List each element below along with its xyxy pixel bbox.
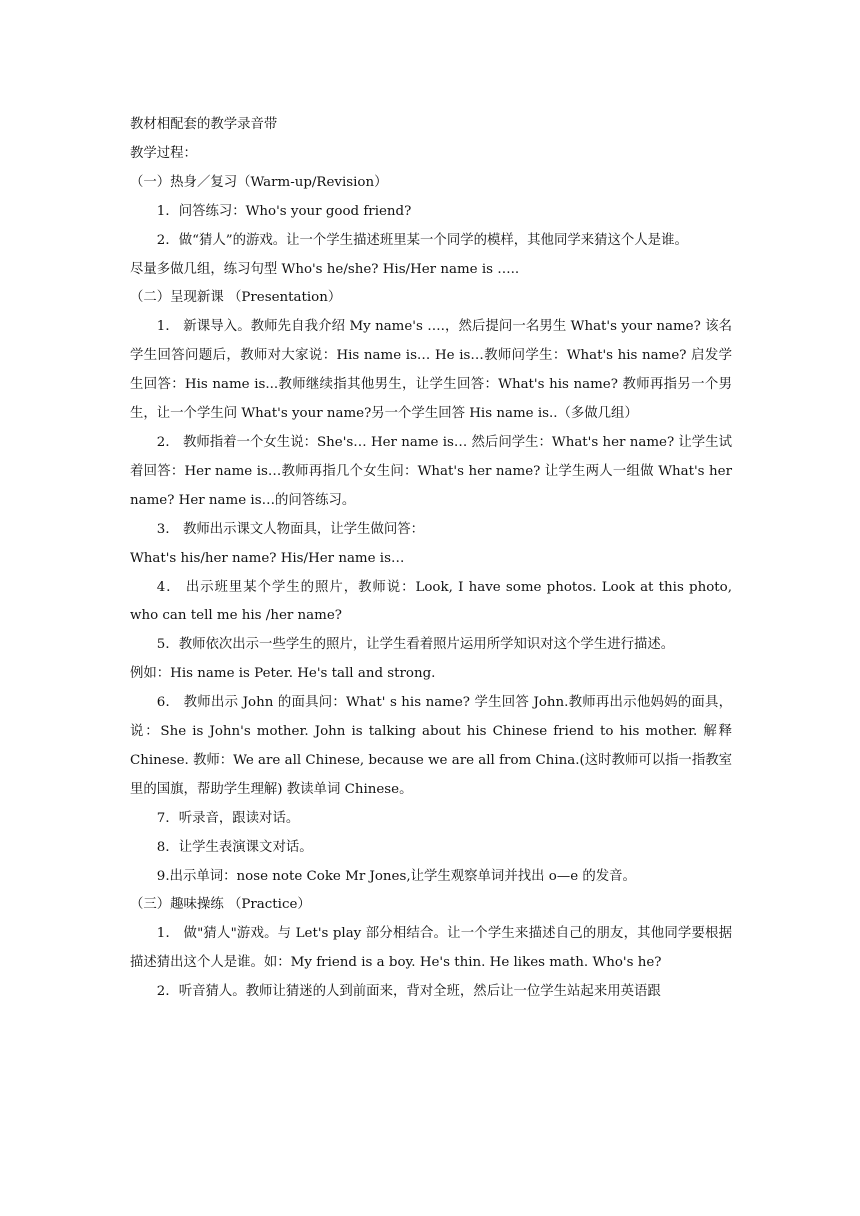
presentation-item-2: 2． 教师指着一个女生说：She's… Her name is… 然后问学生：What's her name? 让学生试着回答：Her name is…教师再指几个女生问：What's her name? 让学生两人一组做 What's her name? Her name is…的问答练习。 — [130, 434, 732, 508]
warmup-item-1: 1．问答练习：Who's your good friend? — [156, 203, 412, 219]
warmup-note: 尽量多做几组，练习句型 Who's he/she? His/Her name is ….. — [130, 261, 520, 277]
section-practice-title: （三）趣味操练 （Practice） — [130, 897, 311, 913]
practice-item-1: 1． 做"猜人"游戏。与 Let's play 部分相结合。让一个学生来描述自己的朋友，其他同学要根据描述猜出这个人是谁。如：My friend is a boy. He's thin. He likes math. Who's he? — [130, 926, 732, 971]
presentation-item-7: 7．听录音，跟读对话。 — [156, 810, 300, 826]
document-body — [130, 111, 732, 1007]
presentation-item-6: 6． 教师出示 John 的面具问：What' s his name? 学生回答 John.教师再出示他妈妈的面具，说：She is John's mother. John is talking about his Chinese friend to his mother. 解释 Chinese. 教师：We are all Chinese, because we are all from China.(这时教师可以指一指教室里的国旗，帮助学生理解) 教读单词 Chinese。 — [130, 695, 732, 797]
section-presentation-title: （二）呈现新课 （Presentation） — [130, 290, 342, 306]
practice-item-2: 2．听音猜人。教师让猜迷的人到前面来，背对全班，然后让一位学生站起来用英语跟 — [156, 984, 661, 1000]
presentation-item-9: 9.出示单词：nose note Coke Mr Jones,让学生观察单词并找出 o—e 的发音。 — [156, 868, 636, 884]
presentation-item-3: 3． 教师出示课文人物面具，让学生做问答： — [156, 521, 424, 537]
presentation-item-5-example: 例如：His name is Peter. He's tall and strong. — [130, 666, 436, 682]
presentation-item-4: 4． 出示班里某个学生的照片，教师说：Look, I have some photos. Look at this photo, who can tell me his /her name? — [130, 579, 732, 624]
process-title: 教学过程： — [130, 145, 197, 161]
presentation-item-5: 5．教师依次出示一些学生的照片，让学生看着照片运用所学知识对这个学生进行描述。 — [156, 637, 675, 653]
warmup-item-2: 2．做“猜人”的游戏。让一个学生描述班里某一个同学的模样，其他同学来猜这个人是谁。 — [156, 232, 688, 248]
presentation-item-1: 1． 新课导入。教师先自我介绍 My name's ….，然后提问一名男生 What's your name? 该名学生回答问题后，教师对大家说：His name is… He is…教师问学生：What's his name? 启发学生回答：His name is...教师继续指其他男生，让学生回答：What's his name? 教师再指另一个男生，让一个学生问 What's your name?另一个学生回答 His name is..（多做几组） — [130, 319, 732, 422]
section-warmup-title: （一）热身／复习（Warm-up/Revision） — [130, 174, 388, 190]
presentation-item-8: 8．让学生表演课文对话。 — [156, 839, 313, 855]
presentation-item-3-dialogue: What's his/her name? His/Her name is… — [130, 550, 405, 566]
materials-line: 教材相配套的教学录音带 — [130, 117, 278, 132]
